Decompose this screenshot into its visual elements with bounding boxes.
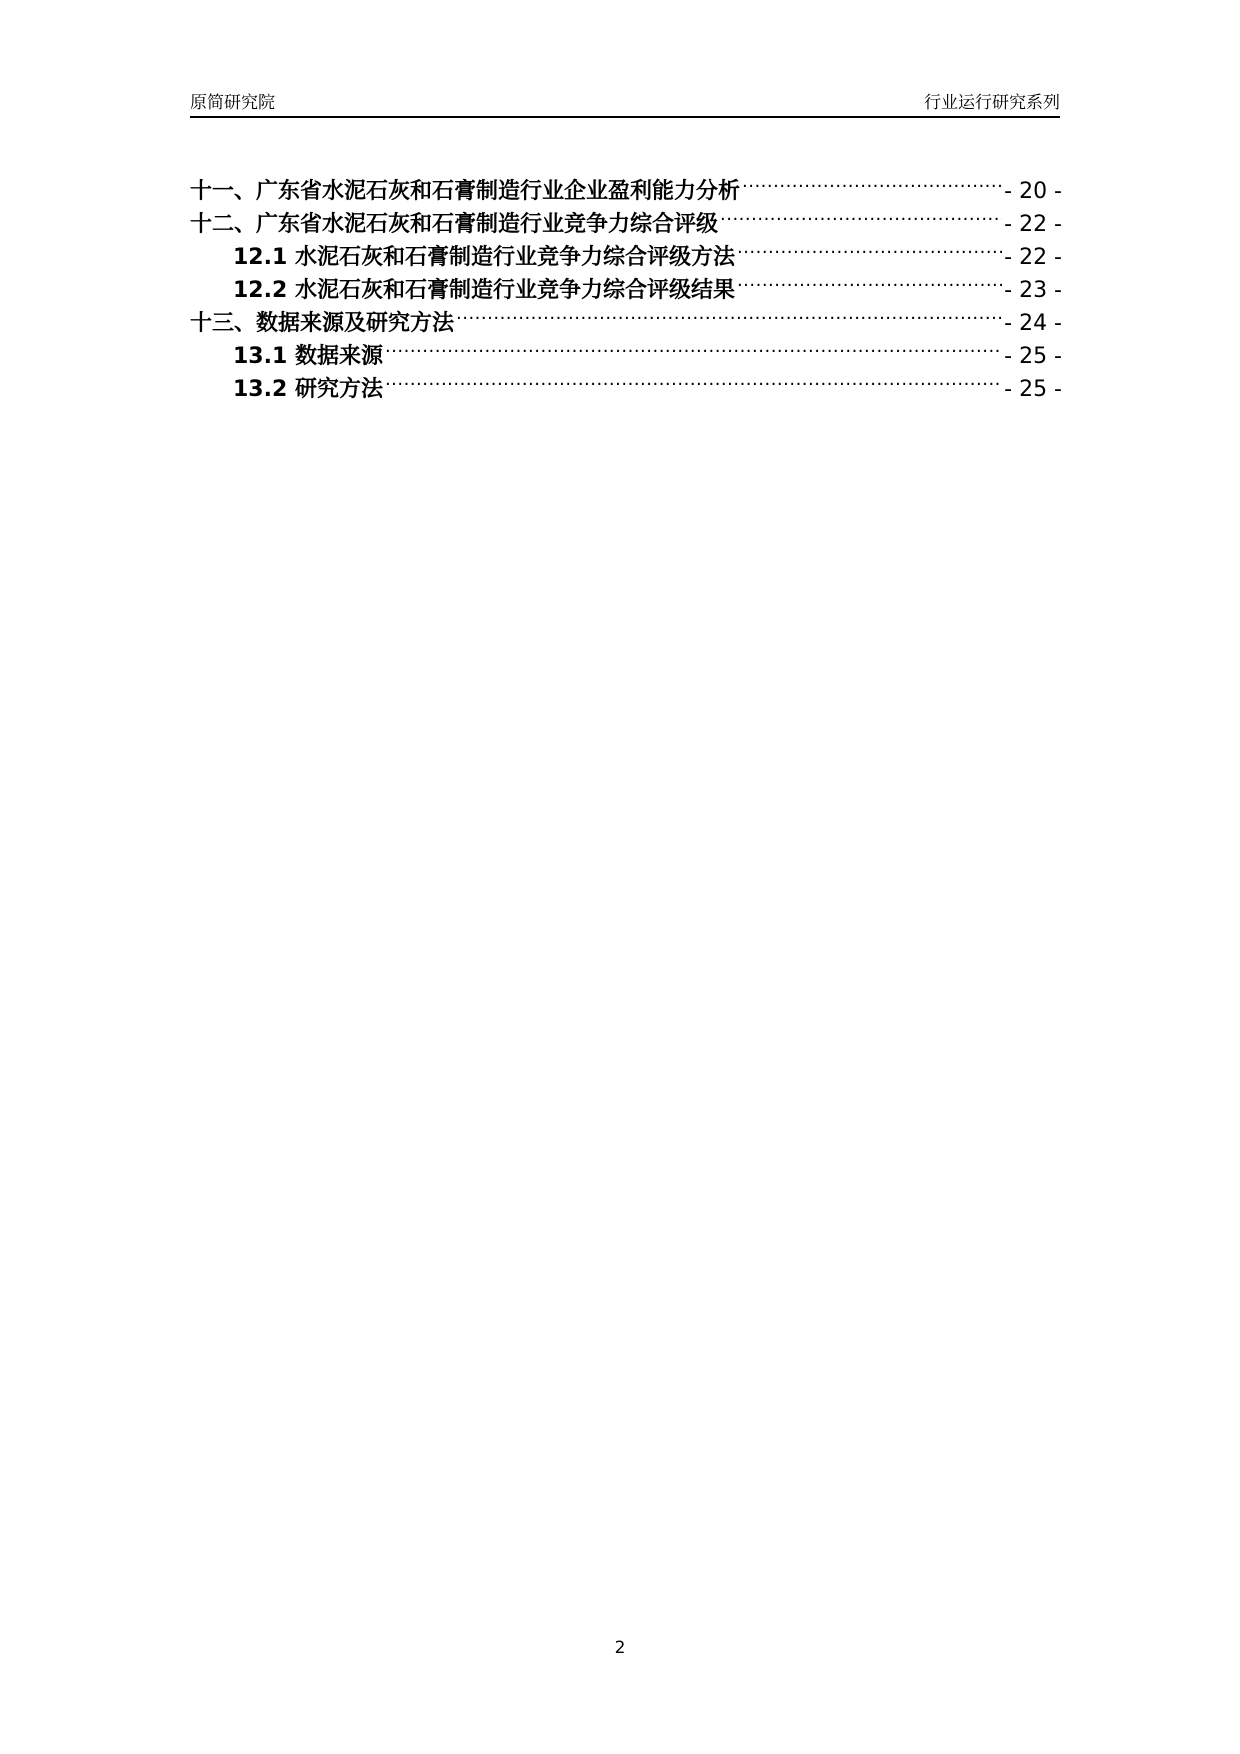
toc-entry-title: 12.2 水泥石灰和石膏制造行业竞争力综合评级结果 <box>233 278 735 303</box>
toc-dot-leader <box>737 264 1002 297</box>
toc-entry-page: - 23 - <box>1004 278 1062 303</box>
toc-entry-page: - 25 - <box>1004 344 1062 369</box>
toc-entry-page: - 24 - <box>1004 311 1062 336</box>
toc-entry-title: 十三、数据来源及研究方法 <box>190 311 455 336</box>
toc-dot-leader <box>742 165 1002 198</box>
page-header <box>190 90 1060 116</box>
header-organization: 原简研究院 <box>190 93 275 113</box>
toc-entry-page: - 20 - <box>1004 179 1062 204</box>
toc-dot-leader <box>385 330 1002 363</box>
toc-dot-leader <box>737 231 1002 264</box>
toc-entry-title: 13.1 数据来源 <box>233 344 383 369</box>
toc-entry[interactable] <box>190 165 1062 204</box>
table-of-contents <box>190 165 1062 402</box>
toc-entry-page: - 22 - <box>1004 245 1062 270</box>
toc-entry-page: - 25 - <box>1004 377 1062 402</box>
toc-entry-title: 12.1 水泥石灰和石膏制造行业竞争力综合评级方法 <box>233 245 735 270</box>
header-divider <box>190 116 1060 118</box>
page-number: 2 <box>614 1638 626 1658</box>
toc-entry-title: 13.2 研究方法 <box>233 377 383 402</box>
toc-entry-title: 十二、广东省水泥石灰和石膏制造行业竞争力综合评级 <box>190 212 719 237</box>
toc-entry-title: 十一、广东省水泥石灰和石膏制造行业企业盈利能力分析 <box>190 179 741 204</box>
toc-dot-leader <box>456 297 1002 330</box>
toc-dot-leader <box>720 198 1002 231</box>
toc-entry-page: - 22 - <box>1004 212 1062 237</box>
toc-dot-leader <box>385 363 1002 396</box>
header-series-title: 行业运行研究系列 <box>924 93 1060 113</box>
